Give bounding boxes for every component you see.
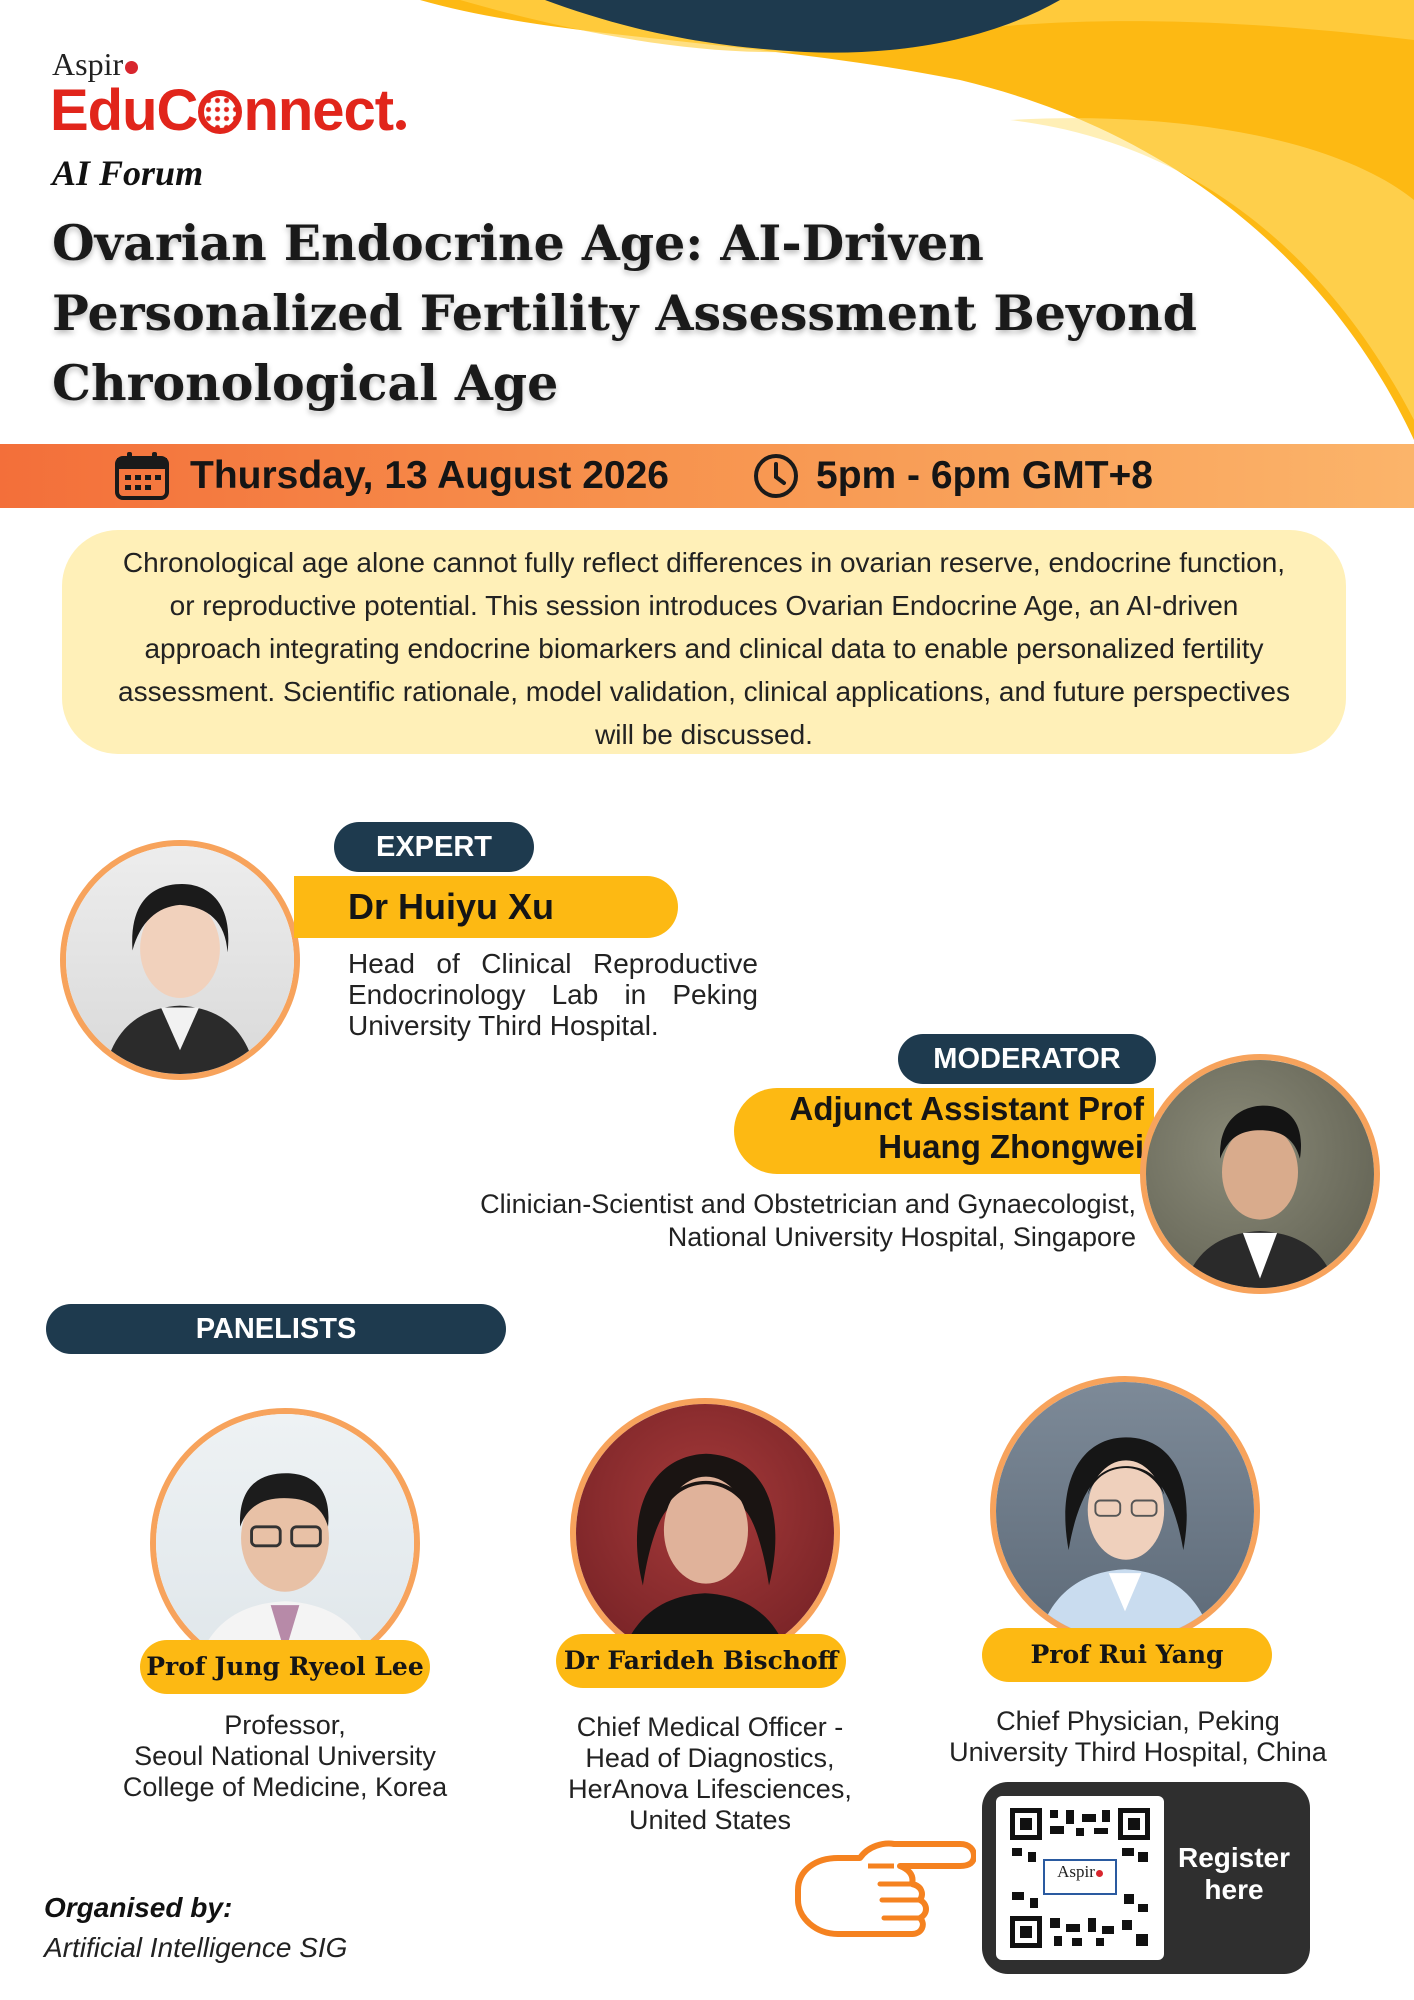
moderator-name-line-2: Huang Zhongwei <box>878 1128 1144 1165</box>
panelist-2-role-line-1: Chief Medical Officer - <box>576 1712 844 1742</box>
panelist-1-role <box>80 1710 490 1803</box>
event-time: 5pm - 6pm GMT+8 <box>816 454 1153 497</box>
panelist-1-portrait-icon <box>156 1414 414 1672</box>
educonnect-o-icon <box>198 90 242 134</box>
moderator-photo <box>1140 1054 1380 1294</box>
panelist-3-portrait-icon <box>996 1382 1254 1640</box>
panelist-1-role-line-3: College of Medicine, Korea <box>122 1772 448 1802</box>
educonnect-logo-prefix: EduC <box>50 78 198 143</box>
panelist-2-role-line-3: HerAnova Lifesciences, <box>568 1774 852 1804</box>
panelist-2-role-line-2: Head of Diagnostics, <box>585 1743 835 1773</box>
panelist-2-role-line-4: United States <box>628 1805 792 1835</box>
pointing-hand-icon <box>790 1836 976 1946</box>
panelist-1-photo <box>150 1408 420 1678</box>
expert-portrait-icon <box>66 846 294 1074</box>
expert-name: Dr Huiyu Xu <box>348 886 555 927</box>
organiser-value: Artificial Intelligence SIG <box>44 1932 348 1963</box>
panelist-3-name: Prof Rui Yang <box>982 1628 1272 1682</box>
qr-logo-text <box>1044 1862 1116 1882</box>
panelist-3-role <box>918 1706 1358 1768</box>
moderator-role-line-2: National University Hospital, Singapore <box>667 1222 1136 1252</box>
event-description: Chronological age alone cannot fully reflect differences in ovarian reserve, endocrine function, or reproductive potential. This session introduces Ovarian Endocrine Age, an AI-driven approach integrating endocrine biomarkers and clinical data to enable personalized fertility assessment. Scientific rationale, model validation, clinical applications, and future perspectives will be discussed. <box>62 530 1346 754</box>
panelist-2-portrait-icon <box>576 1404 834 1662</box>
panelist-1-role-line-2: Seoul National University <box>134 1741 436 1771</box>
moderator-name-line-1: Adjunct Assistant Prof <box>789 1090 1144 1127</box>
event-title-line-3: Chronological Age <box>52 354 559 412</box>
event-title-line-1: Ovarian Endocrine Age: AI-Driven <box>52 214 984 272</box>
event-date: Thursday, 13 August 2026 <box>190 454 669 497</box>
moderator-role <box>300 1188 1136 1254</box>
register-label[interactable] <box>1168 1842 1300 1906</box>
moderator-name <box>738 1090 1144 1166</box>
register-label-line-1: Register <box>1177 1842 1291 1873</box>
panelist-3-photo <box>990 1376 1260 1646</box>
forum-label: AI Forum <box>52 153 204 193</box>
moderator-portrait-icon <box>1146 1060 1374 1288</box>
organiser-label: Organised by: <box>44 1892 233 1923</box>
qr-logo-label: Aspir <box>1057 1862 1095 1881</box>
panelist-2-name: Dr Farideh Bischoff <box>556 1634 846 1688</box>
qr-logo-dot-icon <box>1096 1870 1103 1877</box>
educonnect-dot-icon <box>396 120 406 130</box>
expert-photo <box>60 840 300 1080</box>
panelists-tag: PANELISTS <box>46 1304 506 1354</box>
panelist-2-role <box>520 1712 900 1836</box>
clock-icon <box>752 452 800 500</box>
panelist-3-role-line-1: Chief Physician, Peking <box>996 1706 1280 1736</box>
panelist-3-role-line-2: University Third Hospital, China <box>949 1737 1327 1767</box>
expert-tag: EXPERT <box>334 822 534 872</box>
panelist-1-name: Prof Jung Ryeol Lee <box>140 1640 430 1694</box>
moderator-role-line-1: Clinician-Scientist and Obstetrician and Gynaecologist, <box>480 1189 1136 1219</box>
panelist-1-role-line-1: Professor, <box>224 1710 346 1740</box>
panelist-2-photo <box>570 1398 840 1668</box>
event-title-line-2: Personalized Fertility Assessment Beyond <box>52 284 1197 342</box>
educonnect-logo-suffix: nnect <box>243 78 394 143</box>
moderator-tag: MODERATOR <box>898 1034 1156 1084</box>
calendar-icon <box>114 452 170 500</box>
event-title <box>52 208 1352 418</box>
aspire-dot-icon <box>125 61 138 74</box>
aspire-logo-text: Aspir <box>52 46 124 82</box>
educonnect-logo <box>50 78 406 143</box>
expert-role: Head of Clinical Reproductive Endocrinology Lab in Peking University Third Hospital. <box>348 948 758 1041</box>
register-label-line-2: here <box>1204 1874 1264 1905</box>
